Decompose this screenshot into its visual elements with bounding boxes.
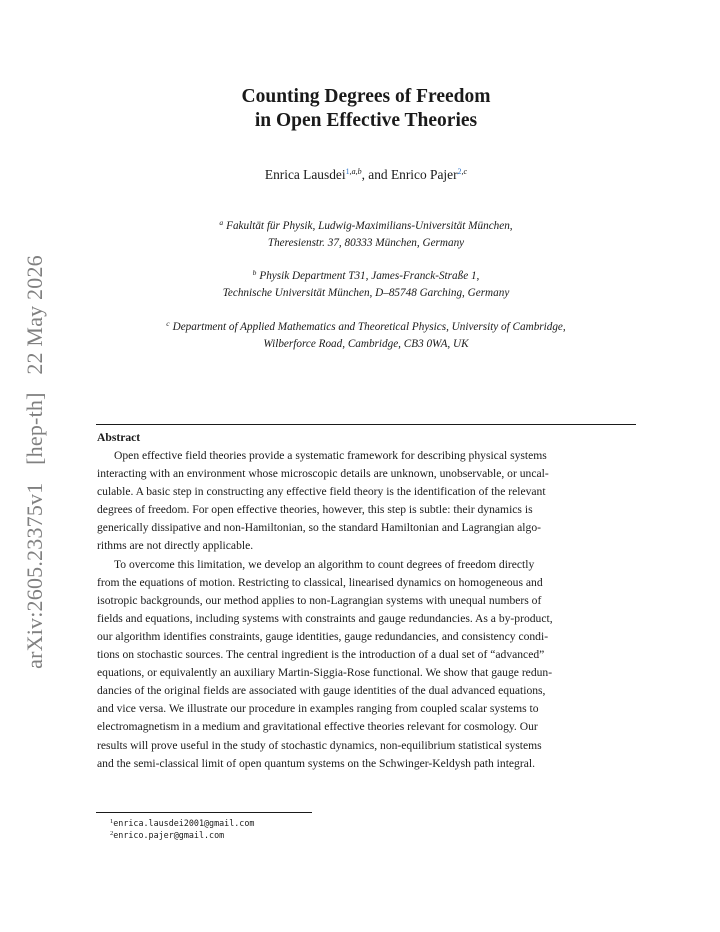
- abstract-line: equations, or equivalently an auxiliary Martin-Siggia-Rose functional. We show that gauge redun-: [97, 666, 553, 680]
- abstract-line: our algorithm identifies constraints, gauge identities, gauge redundancies, and consistency condi-: [97, 629, 549, 643]
- abstract-line: electromagnetism in a medium and gravitational effective theories relevant for cosmology. Our: [97, 720, 538, 734]
- abstract-line: and vice versa. We illustrate our procedure in examples ranging from coupled scalar systems to: [97, 702, 539, 716]
- author-1-affil-marks: ,a,b: [349, 167, 362, 176]
- abstract-line: and the semi-classical limit of open quantum systems on the Schwinger-Keldysh path integral.: [97, 756, 535, 770]
- affiliation-c: [96, 315, 636, 353]
- footnote-rule: [96, 812, 312, 813]
- title-line-1: Counting Degrees of Freedom: [241, 86, 491, 107]
- abstract-line: dancies of the original fields are associated with gauge identities of the dual advanced equations,: [97, 684, 546, 698]
- affiliation-line-2: Theresienstr. 37, 80333 München, Germany: [267, 237, 465, 249]
- affiliation-a: [96, 214, 636, 252]
- footnote-email-2[interactable]: enrico.pajer@gmail.com: [113, 830, 225, 840]
- abstract-line: interacting with an environment whose microscopic details are unknown, unobservable, or uncal-: [97, 467, 549, 481]
- affiliation-mark: a: [219, 218, 224, 227]
- author-name-1: Enrica Lausdei: [264, 167, 346, 182]
- footnote-ref-2[interactable]: 2: [457, 167, 462, 176]
- arxiv-date: 22 May 2026: [22, 255, 47, 375]
- abstract-line: tions on stochastic sources. The central ingredient is the introduction of a dual set of “advanced”: [97, 648, 545, 662]
- affiliation-line-1: Fakultät für Physik, Ludwig-Maximilians-Universität München,: [226, 220, 513, 232]
- affiliation-mark: b: [252, 268, 257, 277]
- abstract-top-rule: [96, 424, 636, 425]
- affiliation-line-1: Physik Department T31, James-Franck-Straße 1,: [259, 270, 480, 282]
- affiliation-b: [96, 264, 636, 302]
- footnote-email-1[interactable]: enrica.lausdei2001@gmail.com: [113, 818, 255, 828]
- abstract-line: culable. A basic step in constructing any effective field theory is the identification of the relevant: [97, 485, 546, 499]
- footnote-2: [110, 828, 224, 841]
- abstract-line: fields and equations, including systems with constraints and gauge redundancies. As a by-product,: [97, 611, 553, 625]
- footnote-ref-1[interactable]: 1: [345, 167, 350, 176]
- abstract-line: isotropic backgrounds, our method applies to non-Lagrangian systems with unequal numbers of: [97, 593, 542, 607]
- abstract-line: generically dissipative and non-Hamiltonian, so the standard Hamiltonian and Lagrangian algo-: [97, 521, 541, 535]
- abstract-line: degrees of freedom. For open effective theories, however, this step is subtle: their dynamics is: [97, 503, 533, 517]
- abstract-line: results will prove useful in the study of stochastic dynamics, non-equilibrium statistical systems: [97, 738, 542, 752]
- footnote-mark: 1: [110, 818, 114, 825]
- author-2-marks: [458, 167, 468, 176]
- paper-title: [96, 85, 636, 133]
- abstract-line: Open effective field theories provide a systematic framework for describing physical systems: [114, 449, 547, 462]
- affiliation-line-2: Wilberforce Road, Cambridge, CB3 0WA, UK: [263, 338, 469, 350]
- affiliation-line-1: Department of Applied Mathematics and Theoretical Physics, University of Cambridge,: [172, 321, 566, 333]
- abstract-line: To overcome this limitation, we develop an algorithm to count degrees of freedom directly: [114, 557, 535, 571]
- abstract-heading: Abstract: [97, 431, 141, 444]
- footnote-mark: 2: [110, 830, 114, 837]
- affiliation-mark: c: [166, 319, 170, 328]
- author-2-affil-marks: ,c: [461, 167, 468, 176]
- arxiv-sidebar-stamp: [22, 255, 48, 669]
- author-separator: , and: [361, 167, 391, 182]
- author-list: [96, 167, 636, 183]
- abstract-line: rithms are not directly applicable.: [97, 539, 254, 553]
- affiliation-line-2: Technische Universität München, D–85748 Garching, Germany: [222, 287, 510, 299]
- title-line-2: in Open Effective Theories: [254, 110, 478, 131]
- abstract-line: from the equations of motion. Restricting to classical, linearised dynamics on homogeneous and: [97, 575, 543, 589]
- abstract-body: [97, 447, 635, 773]
- arxiv-id: arXiv:2605.23375v1: [22, 482, 47, 669]
- author-1-marks: [346, 167, 362, 176]
- author-name-2: Enrico Pajer: [390, 167, 458, 182]
- arxiv-category: [hep-th]: [22, 392, 47, 465]
